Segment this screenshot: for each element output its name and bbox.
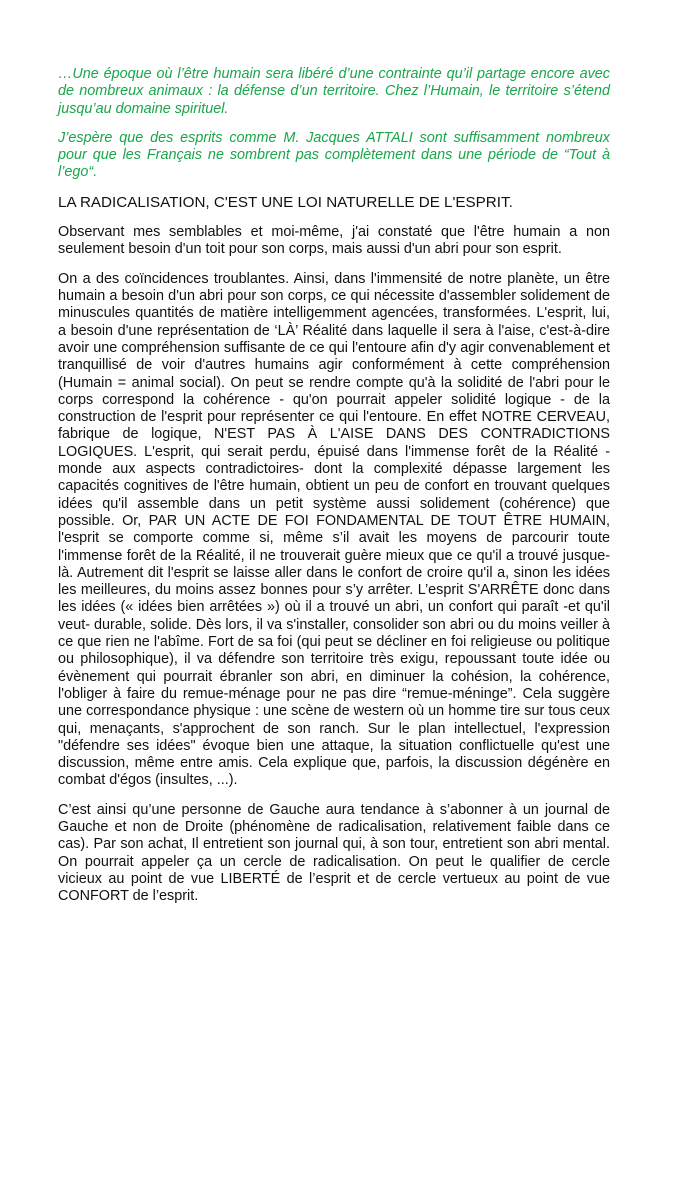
document-page (58, 66, 610, 917)
quote-paragraph-2: J’espère que des esprits comme M. Jacques ATTALI sont suffisamment nombreux pour que les Français ne sombrent pas complètement dans une période de “Tout à l’ego“. (58, 129, 610, 181)
section-heading: LA RADICALISATION, C'EST UNE LOI NATURELLE DE L'ESPRIT. (58, 193, 513, 211)
body-paragraph-3: C’est ainsi qu’une personne de Gauche aura tendance à s’abonner à un journal de Gauche et non de Droite (phénomène de radicalisation, relativement faible dans ce cas). Par son achat, Il entretient son journal qui, à son tour, entretient son abri mental. On pourrait appeler ça un cercle de radicalisation. On peut le qualifier de cercle vicieux au point de vue LIBERTÉ de l’esprit et de cercle vertueux au point de vue CONFORT de l’esprit. (58, 801, 610, 905)
body-paragraph-1: Observant mes semblables et moi-même, j'ai constaté que l'être humain a non seulement besoin d'un toit pour son corps, mais aussi d'un abri pour son esprit. (58, 224, 610, 258)
body-paragraph-2: On a des coïncidences troublantes. Ainsi, dans l'immensité de notre planète, un être humain a besoin d'un abri pour son corps, ce qui nécessite d'assembler solidement de minuscules quantités de matière intelligemment agencées, transformées. L'esprit, lui, a besoin d'une représentation de ‘LÀ’ Réalité dans laquelle il sera à l'aise, c'est-à-dire avoir une compréhension suffisante de ce qui l'entoure afin d'y agir convenablement et tranquillisé de voir d'autres humains agir conformément à cette compréhension (Humain = animal social). On peut se rendre compte qu'à la solidité de l'abri pour le corps correspond la cohérence - qu'on pourrait appeler solidité logique - de la construction de l'esprit pour représenter ce qui l'entoure. En effet NOTRE CERVEAU, fabrique de logique, N'EST PAS À L'AISE DANS DES CONTRADICTIONS LOGIQUES. L'esprit, qui serait perdu, épuisé dans l'immense forêt de la Réalité -monde aux aspects contradictoires- dont la complexité dépasse largement les capacités cognitives de l'être humain, obtient un peu de confort en trouvant quelques idées qu'il assemble dans un petit système aussi solidement (cohérence) que possible. Or, PAR UN ACTE DE FOI FONDAMENTAL DE TOUT ÊTRE HUMAIN, l'esprit se comporte comme si, même s’il avait les moyens de parcourir toute l'immense forêt de la Réalité, il ne trouverait guère mieux que ce qu'il a trouvé jusque-là. Autrement dit l'esprit se laisse aller dans le confort de croire qu'il a, sinon les idées les meilleures, du moins assez bonnes pour s’y arrêter. L’esprit S'ARRÊTE donc dans les idées (« idées bien arrêtées ») où il a trouvé un abri, un confort qui paraît -et qu'il veut- durable, solide. Dès lors, il va s'installer, consolider son abri ou du moins veiller à ce que rien ne l'abîme. Fort de sa foi (qui peut se décliner en foi religieuse ou politique ou philosophique), il va défendre son territoire très exigu, repoussant toute idée ou évènement qui pourrait ébranler son abri, en diminuer la cohésion, la cohérence, l'obliger à faire du remue-ménage pour ne pas dire “remue-méninge”. Cela suggère une correspondance physique : une scène de western où un homme tire sur tous ceux qui, menaçants, s'approchent de son ranch. Sur le plan intellectuel, l'expression "défendre ses idées" évoque bien une attaque, la situation conflictuelle qu'est une discussion, même entre amis. Cela explique que, parfois, la discussion dégénère en combat d'égos (insultes, ...). (58, 270, 610, 789)
quote-paragraph-1: …Une époque où l’être humain sera libéré d’une contrainte qu’il partage encore avec de nombreux animaux : la défense d’un territoire. Chez l’Humain, le territoire s’étend jusqu’au domaine spirituel. (58, 66, 610, 117)
